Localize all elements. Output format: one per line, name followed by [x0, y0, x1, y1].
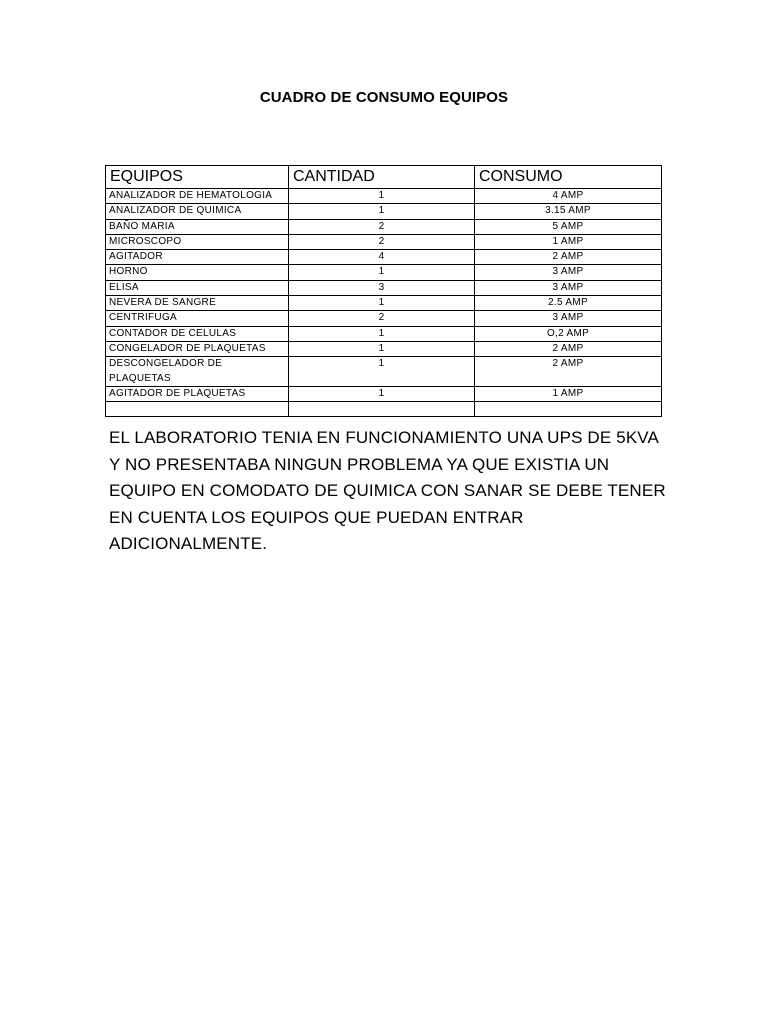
cell-cantidad: 1: [289, 204, 475, 219]
cell-equipo: CONTADOR DE CELULAS: [106, 326, 289, 341]
table-row: [106, 250, 662, 265]
cell-cantidad: 1: [289, 189, 475, 204]
cell-equipo: ELISA: [106, 280, 289, 295]
table-row: [106, 326, 662, 341]
cell-cantidad: 2: [289, 311, 475, 326]
cell-equipo: BAÑO MARIA: [106, 219, 289, 234]
cell-equipo: AGITADOR DE PLAQUETAS: [106, 386, 289, 401]
cell-consumo: 2 AMP: [475, 250, 662, 265]
cell-cantidad: [289, 402, 475, 417]
table-row: [106, 341, 662, 356]
table-row: [106, 219, 662, 234]
table-row: [106, 296, 662, 311]
table-row: [106, 265, 662, 280]
table-row: [106, 189, 662, 204]
cell-equipo: NEVERA DE SANGRE: [106, 296, 289, 311]
cell-cantidad: 1: [289, 341, 475, 356]
cell-consumo: [475, 402, 662, 417]
cell-equipo: [106, 402, 289, 417]
table-header-row: [106, 166, 662, 189]
note-paragraph: EL LABORATORIO TENIA EN FUNCIONAMIENTO UNA UPS DE 5KVA Y NO PRESENTABA NINGUN PROBLEMA YA QUE EXISTIA UN EQUIPO EN COMODATO DE QUIMICA CON SANAR SE DEBE TENER EN CUENTA LOS EQUIPOS QUE PUEDAN ENTRAR ADICIONALMENTE.: [109, 428, 666, 553]
cell-equipo: HORNO: [106, 265, 289, 280]
cell-equipo: ANALIZADOR DE HEMATOLOGIA: [106, 189, 289, 204]
cell-cantidad: 4: [289, 250, 475, 265]
column-header-cantidad: CANTIDAD: [289, 166, 475, 189]
cell-consumo: 3 AMP: [475, 280, 662, 295]
cell-equipo: AGITADOR: [106, 250, 289, 265]
cell-consumo: 2 AMP: [475, 341, 662, 356]
table-row: [106, 311, 662, 326]
table-row: [106, 386, 662, 401]
cell-consumo: 4 AMP: [475, 189, 662, 204]
cell-cantidad: 1: [289, 326, 475, 341]
cell-consumo: 5 AMP: [475, 219, 662, 234]
cell-equipo: DESCONGELADOR DE PLAQUETAS: [106, 357, 289, 387]
table-body: [106, 189, 662, 417]
column-header-equipos: EQUIPOS: [106, 166, 289, 189]
table-row: [106, 357, 662, 387]
cell-cantidad: 3: [289, 280, 475, 295]
table-row: [106, 402, 662, 417]
cell-equipo: ANALIZADOR DE QUIMICA: [106, 204, 289, 219]
cell-consumo: 2 AMP: [475, 357, 662, 387]
cell-consumo: 2.5 AMP: [475, 296, 662, 311]
cell-cantidad: 2: [289, 219, 475, 234]
cell-consumo: 3 AMP: [475, 311, 662, 326]
cell-equipo: CONGELADOR DE PLAQUETAS: [106, 341, 289, 356]
page-title: CUADRO DE CONSUMO EQUIPOS: [259, 89, 509, 106]
cell-cantidad: 2: [289, 234, 475, 249]
column-header-consumo: CONSUMO: [475, 166, 662, 189]
cell-equipo: MICROSCOPO: [106, 234, 289, 249]
cell-cantidad: 1: [289, 386, 475, 401]
cell-consumo: O,2 AMP: [475, 326, 662, 341]
cell-consumo: 3 AMP: [475, 265, 662, 280]
equipment-consumption-table: [105, 165, 662, 417]
table-row: [106, 204, 662, 219]
table-row: [106, 234, 662, 249]
table-row: [106, 280, 662, 295]
cell-consumo: 1 AMP: [475, 234, 662, 249]
cell-cantidad: 1: [289, 265, 475, 280]
cell-consumo: 3.15 AMP: [475, 204, 662, 219]
cell-consumo: 1 AMP: [475, 386, 662, 401]
cell-cantidad: 1: [289, 357, 475, 387]
cell-equipo: CENTRIFUGA: [106, 311, 289, 326]
cell-cantidad: 1: [289, 296, 475, 311]
